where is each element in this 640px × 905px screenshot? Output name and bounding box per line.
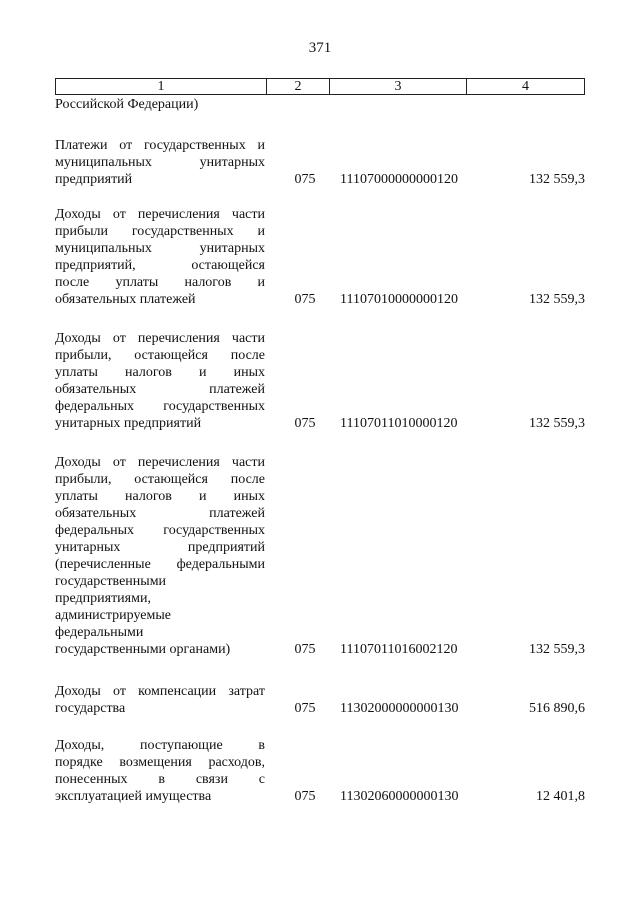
budget-classification-code: 11107011016002120 [340,642,458,657]
description-line: унитарных предприятий [55,416,202,431]
description-line: уплаты налогов и иных [55,365,265,380]
description-line: Доходы от перечисления части [55,207,265,222]
amount-value: 516 890,6 [529,701,585,716]
header-col-3: 3 [330,79,467,94]
description-line: (перечисленные федеральными [55,557,265,572]
header-col-1: 1 [56,79,267,94]
description-line: федеральных государственных [55,399,265,414]
description-line: понесенных в связи с [55,772,265,787]
admin-code: 075 [294,292,316,307]
description-line: муниципальных унитарных [55,241,265,256]
row-description [55,683,265,717]
description-line: обязательных платежей [55,292,196,307]
budget-classification-code: 11107000000000120 [340,172,458,187]
budget-classification-code: 11302000000000130 [340,701,459,716]
admin-code: 075 [294,789,316,804]
description-line: государства [55,701,126,716]
header-col-2: 2 [267,79,330,94]
table-header [55,78,585,95]
table-row [55,137,585,188]
description-line: обязательных платежей [55,506,265,521]
description-line: прибыли государственных и [55,224,265,239]
amount-value: 132 559,3 [529,292,585,307]
description-line: порядке возмещения расходов, [55,755,265,770]
description-line: прибыли, остающейся после [55,472,265,487]
amount-value: 132 559,3 [529,172,585,187]
admin-code: 075 [294,172,316,187]
description-line: государственными [55,574,167,589]
budget-classification-code: 11302060000000130 [340,789,459,804]
admin-code: 075 [294,416,316,431]
table-row [55,454,585,658]
admin-code: 075 [294,701,316,716]
budget-classification-code: 11107011010000120 [340,416,458,431]
table-row [55,737,585,805]
description-line: федеральными [55,625,144,640]
table-row [55,330,585,432]
table-row [55,206,585,308]
description-line: обязательных платежей [55,382,265,397]
description-line: уплаты налогов и иных [55,489,265,504]
description-line: Доходы от компенсации затрат [55,684,265,699]
description-line: после уплаты налогов и [55,275,265,290]
description-line: Доходы от перечисления части [55,455,265,470]
description-line: администрируемые [55,608,171,623]
table-row [55,683,585,717]
description-line: муниципальных унитарных [55,155,265,170]
header-col-4: 4 [522,79,529,94]
page-number: 371 [308,40,332,56]
description-line: эксплуатацией имущества [55,789,212,804]
description-line: Платежи от государственных и [55,138,265,153]
row-description [55,454,265,658]
budget-classification-code: 11107010000000120 [340,292,458,307]
amount-value: 132 559,3 [529,416,585,431]
description-line: прибыли, остающейся после [55,348,265,363]
continuation-text: Российской Федерации) [55,97,199,112]
row-description [55,206,265,308]
description-line: Доходы, поступающие в [55,738,265,753]
row-description [55,137,265,188]
amount-value: 132 559,3 [529,642,585,657]
description-line: предприятиями, [55,591,151,606]
description-line: предприятий [55,172,133,187]
description-line: Доходы от перечисления части [55,331,265,346]
row-description [55,330,265,432]
row-description [55,737,265,805]
description-line: унитарных предприятий [55,540,265,555]
amount-value: 12 401,8 [536,789,585,804]
admin-code: 075 [294,642,316,657]
description-line: государственными органами) [55,642,231,657]
description-line: предприятий, остающейся [55,258,265,273]
description-line: федеральных государственных [55,523,265,538]
